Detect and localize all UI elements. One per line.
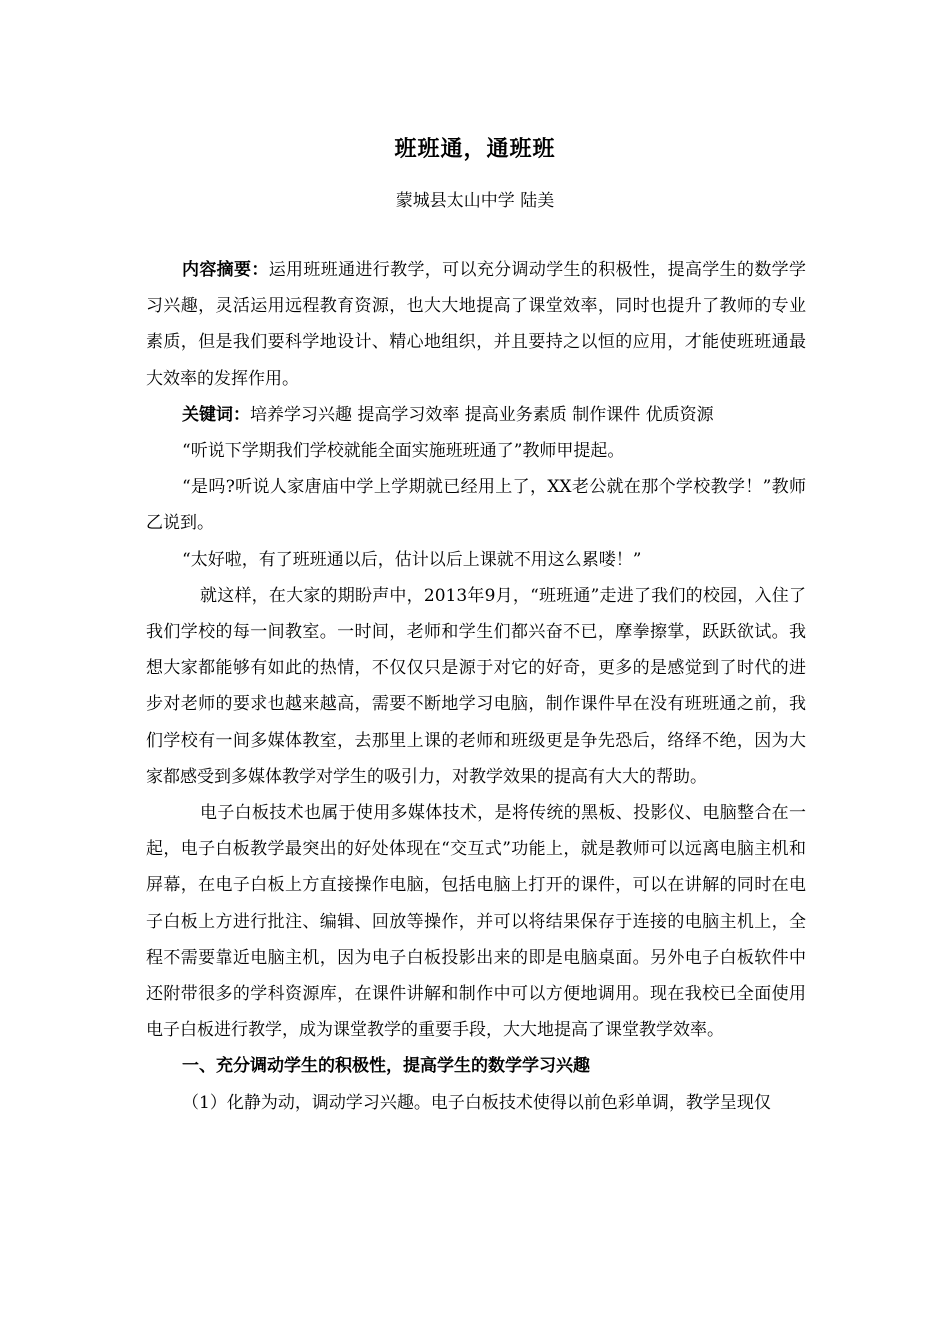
- keywords-paragraph: [146, 397, 806, 433]
- paragraph-2: “是吗?听说人家唐庙中学上学期就已经用上了，XX老公就在那个学校教学！”教师乙说到。: [146, 477, 806, 534]
- paragraph-6: （1）化静为动，调动学习兴趣。电子白板技术使得以前色彩单调，教学呈现仅: [182, 1092, 771, 1113]
- section-heading-1: 一、充分调动学生的积极性，提高学生的数学学习兴趣: [182, 1056, 590, 1077]
- paragraph-3: “太好啦，有了班班通以后，估计以后上课就不用这么累喽！”: [182, 549, 642, 570]
- paragraph-5: 电子白板技术也属于使用多媒体技术，是将传统的黑板、投影仪、电脑整合在一起，电子白板教学最突出的好处体现在“交互式”功能上，就是教师可以远离电脑主机和屏幕，在电子白板上方直接操作电脑，包括电脑上打开的课件，可以在讲解的同时在电子白板上方进行批注、编辑、回放等操作，并可以将结果保存于连接的电脑主机上，全程不需要靠近电脑主机，因为电子白板投影出来的即是电脑桌面。另外电子白板软件中还附带很多的学科资源库，在课件讲解和制作中可以方便地调用。现在我校已全面使用电子白板进行教学，成为课堂教学的重要手段，大大地提高了课堂教学效率。: [146, 803, 806, 1041]
- document-body: [146, 252, 806, 1121]
- abstract-label: 内容摘要：: [182, 260, 269, 280]
- keywords-label: 关键词：: [182, 404, 250, 425]
- paragraph-4: 就这样，在大家的期盼声中，2013年9月，“班班通”走进了我们的校园，入住了我们学校的每一间教室。一时间，老师和学生们都兴奋不已，摩拳擦掌，跃跃欲试。我想大家都能够有如此的热情，不仅仅只是源于对它的好奇，更多的是感觉到了时代的进步对老师的要求也越来越高，需要不断地学习电脑，制作课件早在没有班班通之前，我们学校有一间多媒体教室，去那里上课的老师和班级更是争先恐后，络绎不绝，因为大家都感受到多媒体教学对学生的吸引力，对教学效果的提高有大大的帮助。: [146, 585, 806, 787]
- document-title: 班班通，通班班: [394, 136, 556, 162]
- abstract-text: 运用班班通进行教学，可以充分调动学生的积极性，提高学生的数学学习兴趣，灵活运用远程教育资源，也大大地提高了课堂效率，同时也提升了教师的专业素质，但是我们要科学地设计、精心地组织，并且要持之以恒的应用，才能使班班通最大效率的发挥作用。: [146, 260, 807, 389]
- paragraph-1: “听说下学期我们学校就能全面实施班班通了”教师甲提起。: [182, 441, 625, 462]
- keywords-text: 培养学习兴趣 提高学习效率 提高业务素质 制作课件 优质资源: [250, 404, 714, 425]
- abstract-paragraph: [146, 252, 806, 397]
- document-author: 蒙城县太山中学 陆美: [395, 191, 555, 211]
